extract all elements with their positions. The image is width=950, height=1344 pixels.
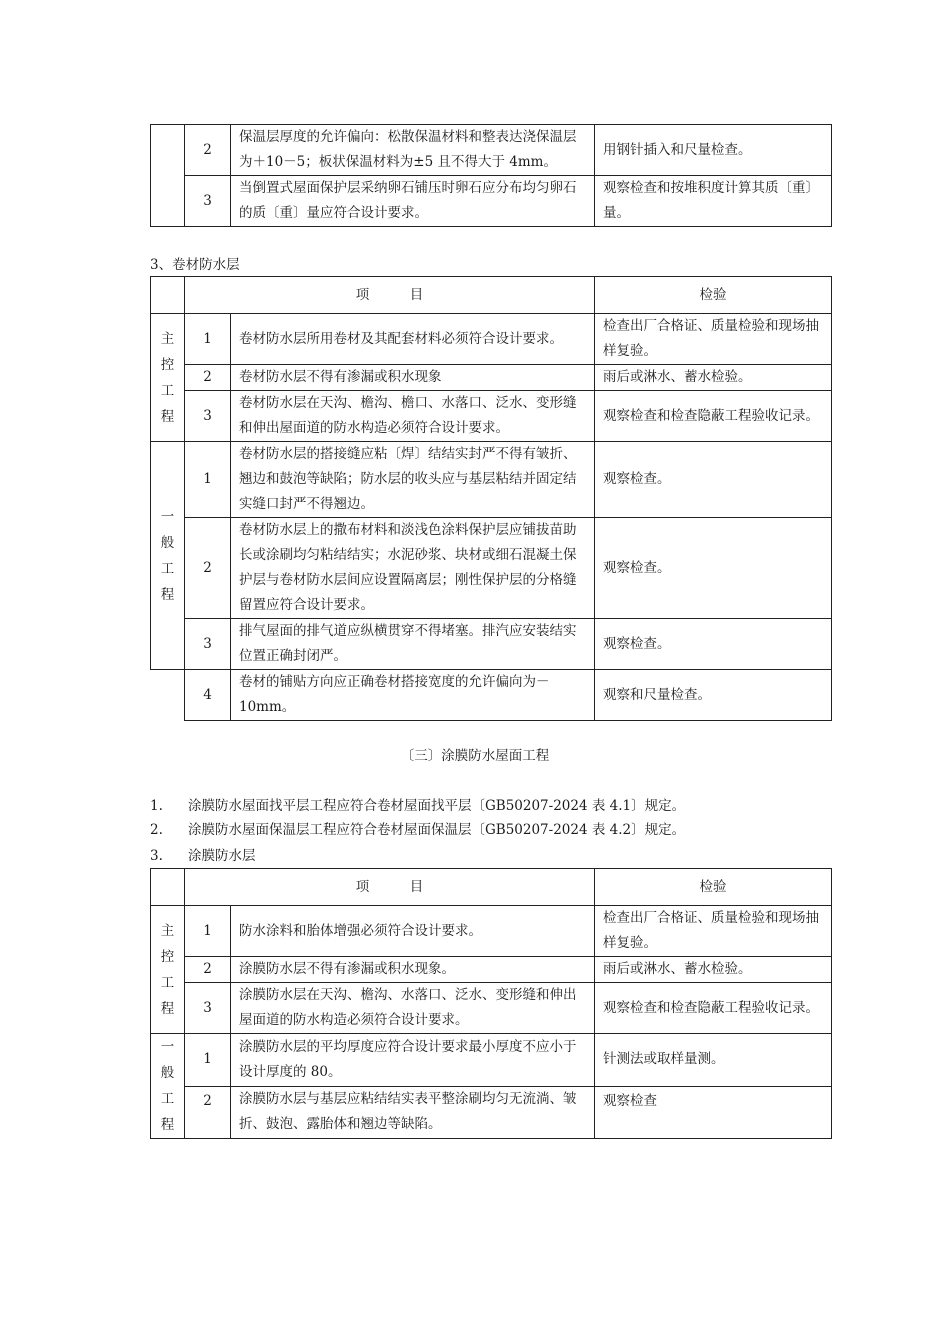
table-header-row — [151, 869, 832, 906]
header-blank — [151, 277, 185, 314]
section-heading-membrane: 3、卷材防水层 — [150, 257, 240, 273]
item-content: 卷材的铺贴方向应正确卷材搭接宽度的允许偏向为－10mm。 — [231, 670, 595, 721]
table-membrane-waterproof — [150, 276, 832, 721]
header-item: 项 目 — [185, 277, 595, 314]
item-content: 卷材防水层的搭接缝应粘〔焊〕结结实封严不得有皱折、翘边和鼓泡等缺陷；防水层的收头应与基层粘结并固定结实缝口封严不得翘边。 — [231, 442, 595, 518]
item-content: 涂膜防水层在天沟、檐沟、水落口、泛水、变形缝和伸出屋面道的防水构造必须符合设计要求。 — [231, 983, 595, 1034]
row-number: 2 — [185, 957, 231, 983]
table-row — [151, 1086, 832, 1139]
row-number: 2 — [185, 518, 231, 619]
table-row — [151, 518, 832, 619]
row-number: 4 — [185, 670, 231, 721]
header-check: 检验 — [595, 277, 832, 314]
row-number: 3 — [185, 391, 231, 442]
table-row — [151, 365, 832, 391]
group-label-main: 主 控 工 程 — [151, 314, 185, 442]
table-row — [151, 906, 832, 957]
table-row — [151, 125, 832, 176]
table-row — [151, 1034, 832, 1087]
check-method: 雨后或淋水、蓄水检验。 — [595, 957, 832, 983]
header-check: 检验 — [595, 869, 832, 906]
item-content: 涂膜防水层不得有渗漏或积水现象。 — [231, 957, 595, 983]
table-row — [151, 983, 832, 1034]
row-number: 2 — [185, 1086, 231, 1139]
group-label-main: 主 控 工 程 — [151, 906, 185, 1034]
item-content: 保温层厚度的允许偏向：松散保温材料和整表达浇保温层为＋10－5；板状保温材料为±5 且不得大于 4mm。 — [231, 125, 595, 176]
group-label-general: 一 般 工 程 — [151, 442, 185, 670]
check-method: 观察检查和检查隐蔽工程验收记录。 — [595, 983, 832, 1034]
item-content: 防水涂料和胎体增强必须符合设计要求。 — [231, 906, 595, 957]
item-content: 卷材防水层在天沟、檐沟、檐口、水落口、泛水、变形缝和伸出屋面道的防水构造必须符合设计要求。 — [231, 391, 595, 442]
row-number: 1 — [185, 1034, 231, 1087]
group-cell-empty — [151, 125, 185, 227]
header-blank — [151, 869, 185, 906]
row-number: 3 — [185, 176, 231, 227]
item-content: 涂膜防水层的平均厚度应符合设计要求最小厚度不应小于设计厚度的 80。 — [231, 1034, 595, 1087]
table-header-row — [151, 277, 832, 314]
row-number: 1 — [185, 442, 231, 518]
check-method: 观察检查 — [595, 1086, 832, 1139]
check-method: 检查出厂合格证、质量检验和现场抽样复验。 — [595, 906, 832, 957]
row-number: 1 — [185, 906, 231, 957]
row-number: 2 — [185, 125, 231, 176]
table-row — [151, 619, 832, 670]
check-method: 观察检查和按堆积度计算其质〔重〕量。 — [595, 176, 832, 227]
check-method: 观察和尺量检查。 — [595, 670, 832, 721]
check-method: 检查出厂合格证、质量检验和现场抽样复验。 — [595, 314, 832, 365]
row-number: 2 — [185, 365, 231, 391]
header-item: 项 目 — [185, 869, 595, 906]
item-content: 卷材防水层不得有渗漏或积水现象 — [231, 365, 595, 391]
table-row — [151, 314, 832, 365]
item-content: 卷材防水层上的撒布材料和淡浅色涂料保护层应铺拔苗助长或涂刷均匀粘结结实；水泥砂浆、块材或细石混凝土保护层与卷材防水层间应设置隔离层；刚性保护层的分格缝留置应符合设计要求。 — [231, 518, 595, 619]
table-row — [151, 442, 832, 518]
check-method: 雨后或淋水、蓄水检验。 — [595, 365, 832, 391]
table-row — [151, 176, 832, 227]
item-content: 当倒置式屋面保护层采纳卵石铺压时卵石应分布均匀卵石的质〔重〕量应符合设计要求。 — [231, 176, 595, 227]
check-method: 观察检查。 — [595, 442, 832, 518]
check-method: 观察检查。 — [595, 518, 832, 619]
table-coating-waterproof — [150, 868, 832, 1139]
row-number: 3 — [185, 619, 231, 670]
section-title: 〔三〕涂膜防水屋面工程 — [400, 748, 550, 764]
item-content: 排气屋面的排气道应纵横贯穿不得堵塞。排汽应安装结实位置正确封闭严。 — [231, 619, 595, 670]
table-insulation-continued — [150, 124, 832, 227]
row-number: 3 — [185, 983, 231, 1034]
item-content: 卷材防水层所用卷材及其配套材料必须符合设计要求。 — [231, 314, 595, 365]
item-content: 涂膜防水层与基层应粘结结实表平整涂刷均匀无流淌、皱折、鼓泡、露胎体和翘边等缺陷。 — [231, 1086, 595, 1139]
table-row — [151, 391, 832, 442]
check-method: 针测法或取样量测。 — [595, 1034, 832, 1087]
table-row — [151, 957, 832, 983]
check-method: 观察检查和检查隐蔽工程验收记录。 — [595, 391, 832, 442]
group-label-general: 一 般 工 程 — [151, 1034, 185, 1139]
group-cell-empty — [151, 670, 185, 721]
table-row — [151, 670, 832, 721]
check-method: 观察检查。 — [595, 619, 832, 670]
row-number: 1 — [185, 314, 231, 365]
check-method: 用钢针插入和尺量检查。 — [595, 125, 832, 176]
